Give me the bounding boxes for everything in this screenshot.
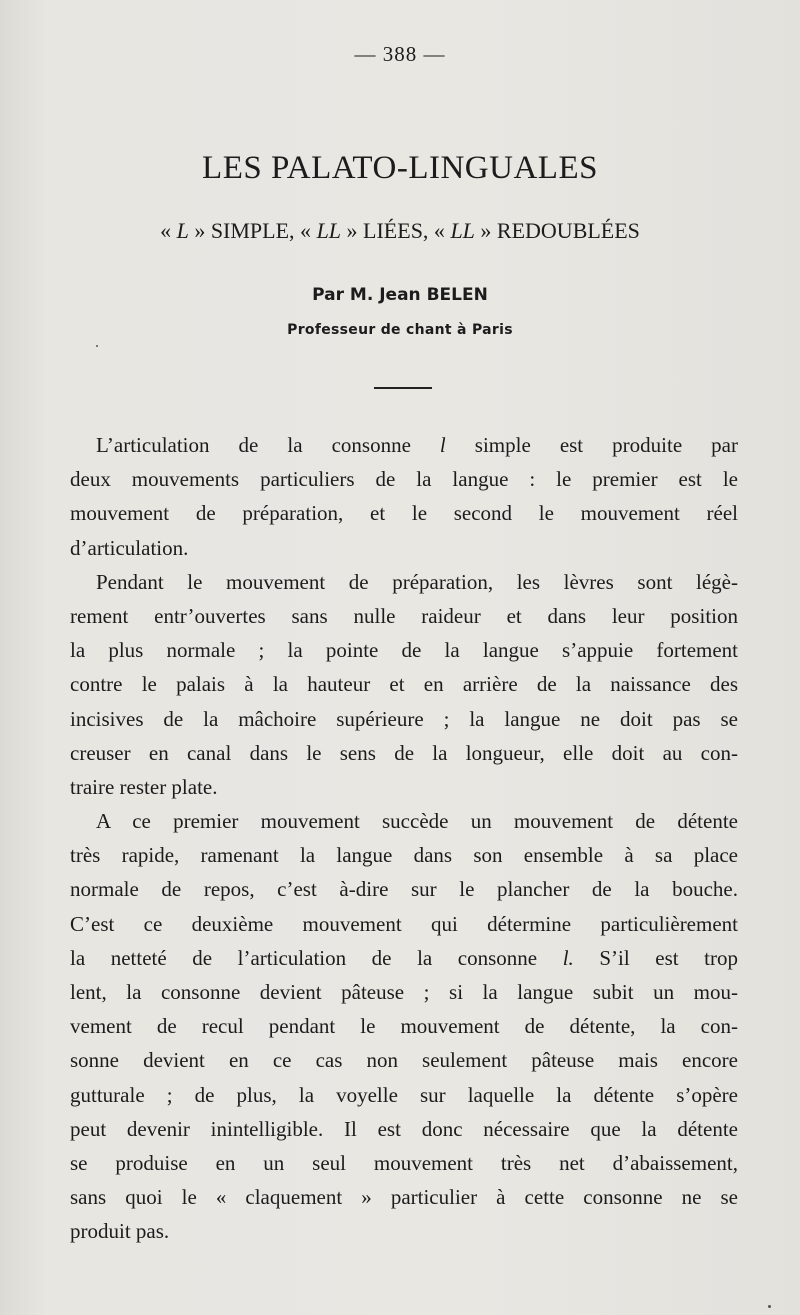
text-line: mouvement de préparation, et le second le mouvement réel [70,501,738,526]
article-title: LES PALATO-LINGUALES [202,150,598,186]
section-divider [374,387,432,389]
text-line: deux mouvements particuliers de la langue : le premier est le [70,467,738,492]
paper-speck [96,345,98,347]
subtitle-liees: » LIÉES, « [341,218,451,243]
text-line: L’articulation de la consonne l simple est produite par [96,433,738,457]
text-line: vement de recul pendant le mouvement de détente, la con- [70,1014,738,1039]
text-line: la plus normale ; la pointe de la langue s’appuie fortement [70,638,738,663]
text-line: d’articulation. [70,535,189,560]
paper-speck [768,1305,771,1308]
text-line: Pendant le mouvement de préparation, les lèvres sont légè- [96,569,738,594]
author-affiliation: Professeur de chant à Paris [287,322,513,338]
text-line: lent, la consonne devient pâteuse ; si la langue subit un mou- [70,980,738,1004]
text-line: sonne devient en ce cas non seulement pâteuse mais encore [70,1048,738,1073]
article-body [70,428,738,1249]
text-line: traire rester plate. [70,774,218,799]
text-line: se produise en un seul mouvement très net d’abaissement, [70,1150,738,1175]
article-subtitle [0,218,800,244]
text-line: rement entr’ouvertes sans nulle raideur et dans leur position [70,603,738,628]
text-line: contre le palais à la hauteur et en arrière de la naissance des [70,672,738,697]
text-line: gutturale ; de plus, la voyelle sur laquelle la détente s’opère [70,1082,738,1107]
subtitle-quote-open: « [160,218,177,243]
text-line: sans quoi le « claquement » particulier à cette consonne ne se [70,1185,738,1210]
subtitle-letter-l: L [176,218,189,243]
text-line: produit pas. [70,1219,170,1244]
text-line: peut devenir inintelligible. Il est donc nécessaire que la détente [70,1116,738,1141]
text-line: normale de repos, c’est à-dire sur le plancher de la bouche. [70,877,738,902]
text-line: incisives de la mâchoire supérieure ; la langue ne doit pas se [70,706,738,731]
text-line: très rapide, ramenant la langue dans son ensemble à sa place [70,843,738,868]
page-number: — 388 — [354,42,446,66]
text-line: C’est ce deuxième mouvement qui détermine particulièrement [70,911,738,936]
subtitle-letters-ll-2: LL [450,218,475,243]
subtitle-simple: » SIMPLE, « [188,218,317,243]
subtitle-redoublees: » REDOUBLÉES [474,218,640,243]
subtitle-letters-ll-1: LL [316,218,342,243]
text-line: A ce premier mouvement succède un mouvement de détente [96,809,738,834]
text-line: la netteté de l’articulation de la consonne l. S’il est trop [70,945,738,970]
author-line: Par M. Jean BELEN [312,285,488,305]
text-line: creuser en canal dans le sens de la longueur, elle doit au con- [70,740,738,765]
